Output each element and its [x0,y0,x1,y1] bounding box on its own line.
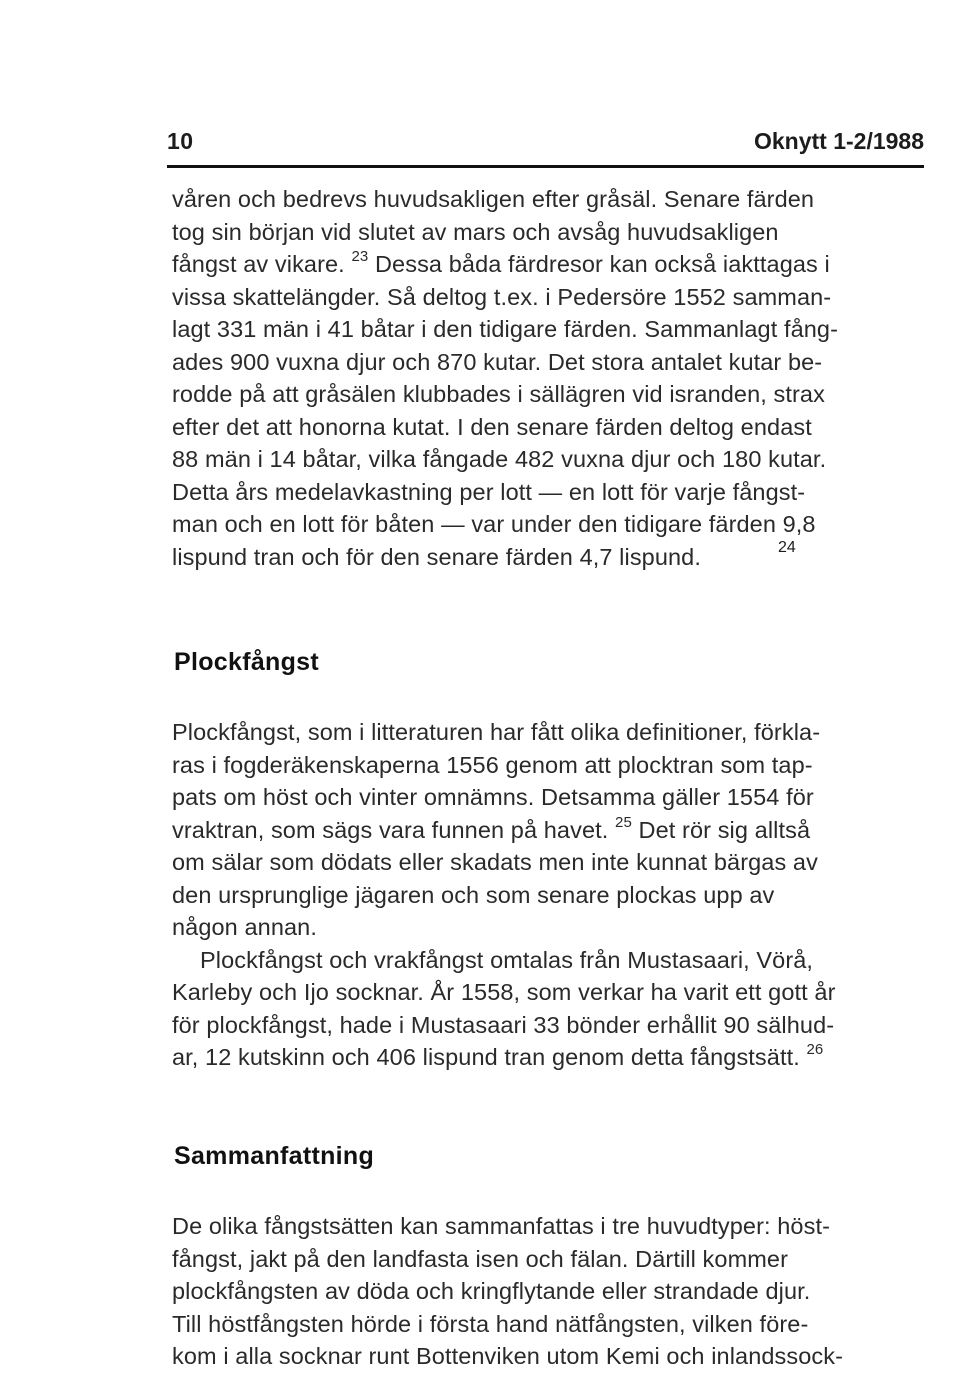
text-line: vissa skattelängder. Så deltog t.ex. i Pedersöre 1552 samman- [172,283,832,310]
text-line: tog sin början vid slutet av mars och avsåg huvudsakligen [172,218,779,245]
text-line [172,814,932,847]
text-line: våren och bedrevs huvudsakligen efter gråsäl. Senare färden [172,186,815,212]
header-rule [167,165,924,168]
text-line: pats om höst och vinter omnämns. Detsamma gäller 1554 för [172,784,814,810]
text-line: man och en lott för båten — var under den tidigare färden 9,8 [172,511,816,537]
text-line: Plockfångst och vrakfångst omtalas från Mustasaari, Vörå, [200,946,814,973]
text-fragment: Dessa båda färdresor kan också iakttagas i [374,251,830,277]
text-line: Detta års medelavkastning per lott — en lott för varje fångst- [172,478,806,505]
text-line: Plockfångst, som i litteraturen har fått olika definitioner, förkla- [172,719,821,745]
text-line: ades 900 vuxna djur och 870 kutar. Det stora antalet kutar be- [172,348,823,375]
text-line: fångst, jakt på den landfasta isen och fälan. Därtill kommer [172,1245,789,1272]
text-line: rodde på att gråsälen klubbades i sällägren vid isranden, strax [172,381,825,407]
text-fragment: Det rör sig alltså [638,816,811,843]
sammanfattning-paragraph [172,1210,932,1373]
section-heading-sammanfattning: Sammanfattning [174,1142,375,1170]
text-fragment: fångst av vikare. [172,251,345,277]
page-number: 10 [167,128,194,154]
text-line: De olika fångstsätten kan sammanfattas i tre huvudtyper: höst- [172,1213,831,1239]
section-heading-plockfangst: Plockfångst [174,648,319,676]
text-line: plockfångsten av döda och kringflytande eller strandade djur. [172,1278,811,1304]
page-header [167,128,924,168]
text-line [172,573,932,606]
footnote-ref: 26 [806,1041,824,1059]
text-line: för plockfångst, hade i Mustasaari 33 bönder erhållit 90 sälhud- [172,1011,835,1038]
text-line: Karleby och Ijo socknar. År 1558, som verkar ha varit ett gott år [172,979,836,1005]
journal-title: Oknytt 1-2/1988 [753,128,924,154]
text-line: den ursprunglige jägaren och som senare plockas upp av [172,881,775,908]
footnote-ref: 23 [351,248,369,266]
text-fragment: vraktran, som sägs vara funnen på havet. [172,816,609,843]
text-fragment: ar, 12 kutskinn och 406 lispund tran genom detta fångstsätt. [172,1044,800,1070]
text-line [172,1041,932,1074]
text-line: 88 män i 14 båtar, vilka fångade 482 vuxna djur och 180 kutar. [172,446,827,472]
text-line: ras i fogderäkenskaperna 1556 genom att plocktran som tap- [172,751,813,778]
text-line: lagt 331 män i 41 båtar i den tidigare färden. Sammanlagt fång- [172,316,839,342]
footnote-ref: 25 [615,813,632,831]
text-line: efter det att honorna kutat. I den senare färden deltog endast [172,413,812,440]
text-line: lispund tran och för den senare färden 4,7 lispund. [172,543,701,570]
intro-paragraph [172,183,932,606]
text-line: Till höstfångsten hörde i första hand nätfångsten, vilken före- [172,1310,809,1337]
plockfangst-paragraph [172,716,932,1074]
text-line: kom i alla socknar runt Bottenviken utom Kemi och inlandssock- [172,1343,844,1369]
text-line [172,248,932,281]
text-line: någon annan. [172,914,317,940]
text-line: om sälar som dödats eller skadats men inte kunnat bärgas av [172,849,818,875]
